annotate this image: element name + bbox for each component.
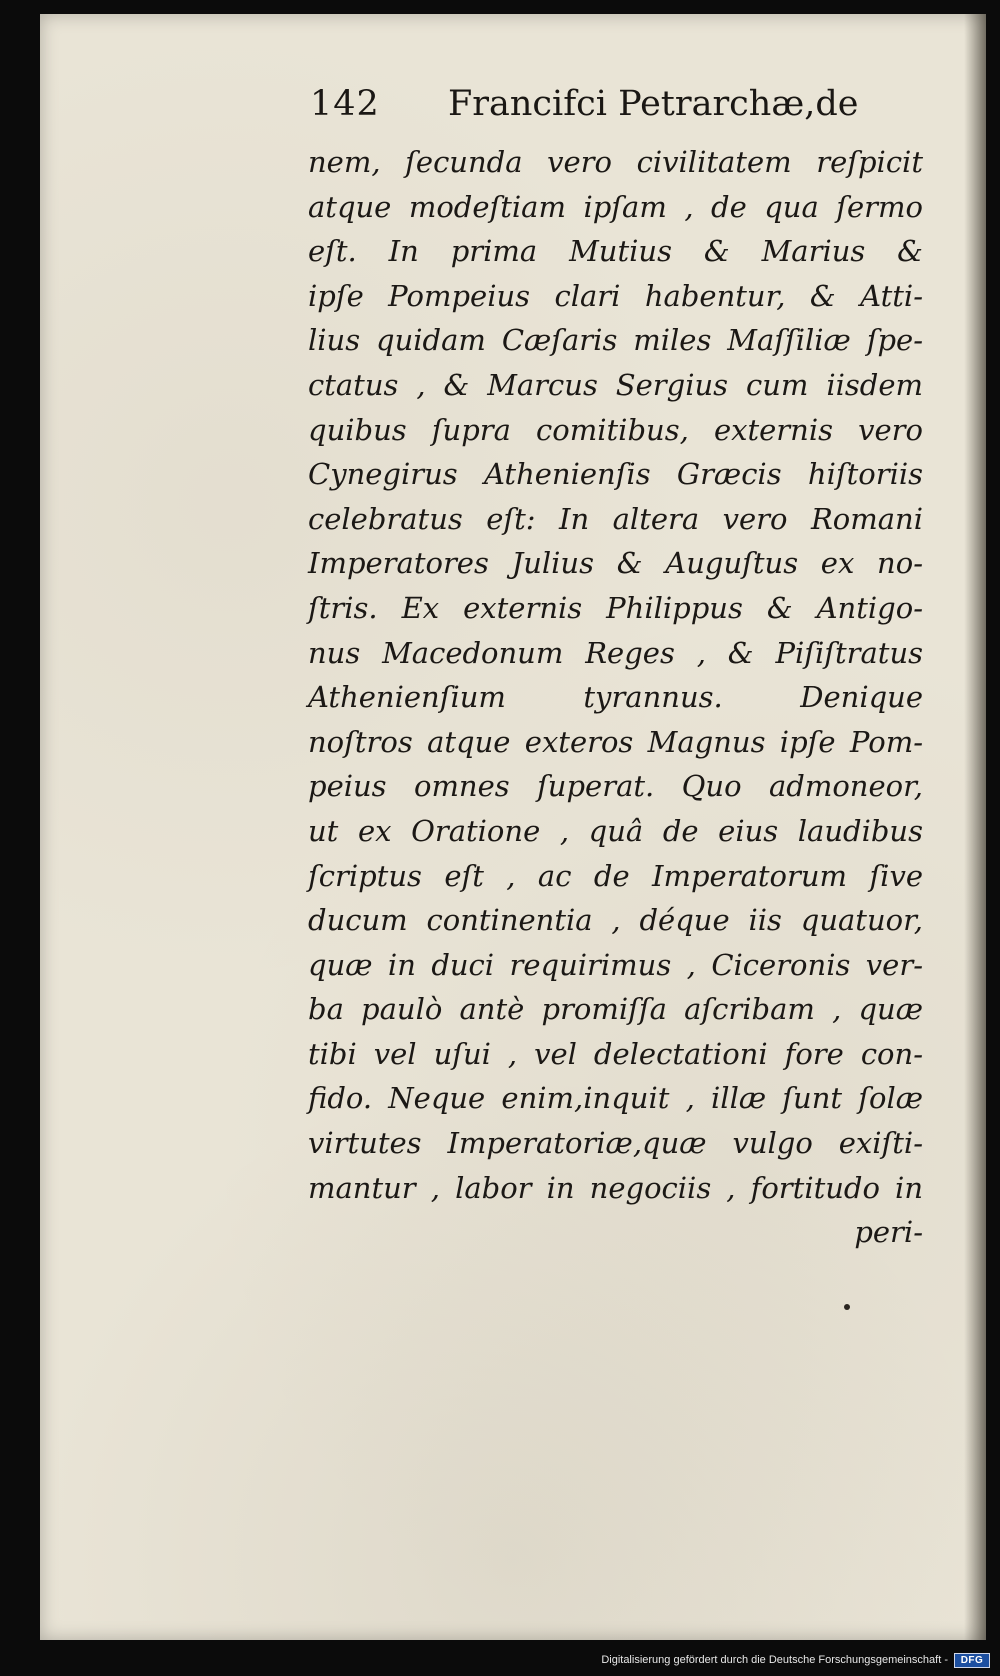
text-line: tibi vel uſui , vel delectationi fore con-	[308, 1036, 923, 1071]
text-line: celebratus eſt: In altera vero Romani	[308, 501, 923, 536]
funding-notice: Digitalisierung gefördert durch die Deutsche Forschungsgemeinschaft -	[601, 1654, 948, 1666]
ink-speck	[844, 1304, 850, 1310]
book-page	[40, 14, 986, 1640]
text-line: ctatus , & Marcus Sergius cum iisdem	[308, 367, 923, 402]
text-line: ba paulò antè promiſſa aſcribam , quæ	[308, 992, 923, 1027]
text-line: nus Macedonum Reges , & Piſiſtratus	[308, 635, 923, 670]
text-line: peius omnes ſuperat. Quo admoneor,	[308, 769, 923, 804]
footer-bar	[0, 1642, 1000, 1676]
text-line: atque modeſtiam ipſam , de qua ſermo	[308, 189, 923, 224]
running-title: Francifci Petrarchæ,de	[448, 84, 859, 124]
text-block	[308, 140, 923, 1255]
text-line: ſcriptus eſt , ac de Imperatorum ſive	[308, 858, 923, 893]
text-line: eſt. In prima Mutius & Marius &	[308, 234, 923, 269]
text-line: ſtris. Ex externis Philippus & Antigo-	[308, 590, 923, 625]
text-line: ducum continentia , déque iis quatuor,	[308, 903, 923, 938]
text-line: quæ in duci requirimus , Ciceronis ver-	[308, 947, 923, 982]
text-line: Imperatores Julius & Auguſtus ex no-	[308, 546, 923, 581]
text-line: quibus ſupra comitibus, externis vero	[308, 412, 923, 447]
page-number: 142	[310, 84, 380, 124]
text-line: ut ex Oratione , quâ de eius laudibus	[308, 813, 923, 848]
text-line: mantur , labor in negociis , fortitudo in	[308, 1170, 923, 1205]
text-line: virtutes Imperatoriæ,quæ vulgo exiſti-	[308, 1126, 923, 1161]
text-line: nem, ſecunda vero civilitatem reſpicit	[308, 145, 923, 179]
text-line: Athenienſium tyrannus. Denique	[308, 680, 923, 715]
text-line: noſtros atque exteros Magnus ipſe Pom-	[308, 724, 923, 759]
text-line: fido. Neque enim,inquit , illæ ſunt ſolæ	[308, 1081, 923, 1116]
page-gutter-shadow	[964, 14, 986, 1640]
text-line: lius quidam Cæſaris miles Maſſiliæ ſpe-	[308, 323, 923, 358]
text-line: ipſe Pompeius clari habentur, & Atti-	[308, 278, 923, 313]
text-line: Cynegirus Athenienſis Græcis hiſtoriis	[308, 457, 923, 492]
dfg-logo-icon: DFG	[954, 1653, 990, 1668]
catchword: peri-	[854, 1215, 923, 1250]
running-head	[310, 84, 930, 138]
